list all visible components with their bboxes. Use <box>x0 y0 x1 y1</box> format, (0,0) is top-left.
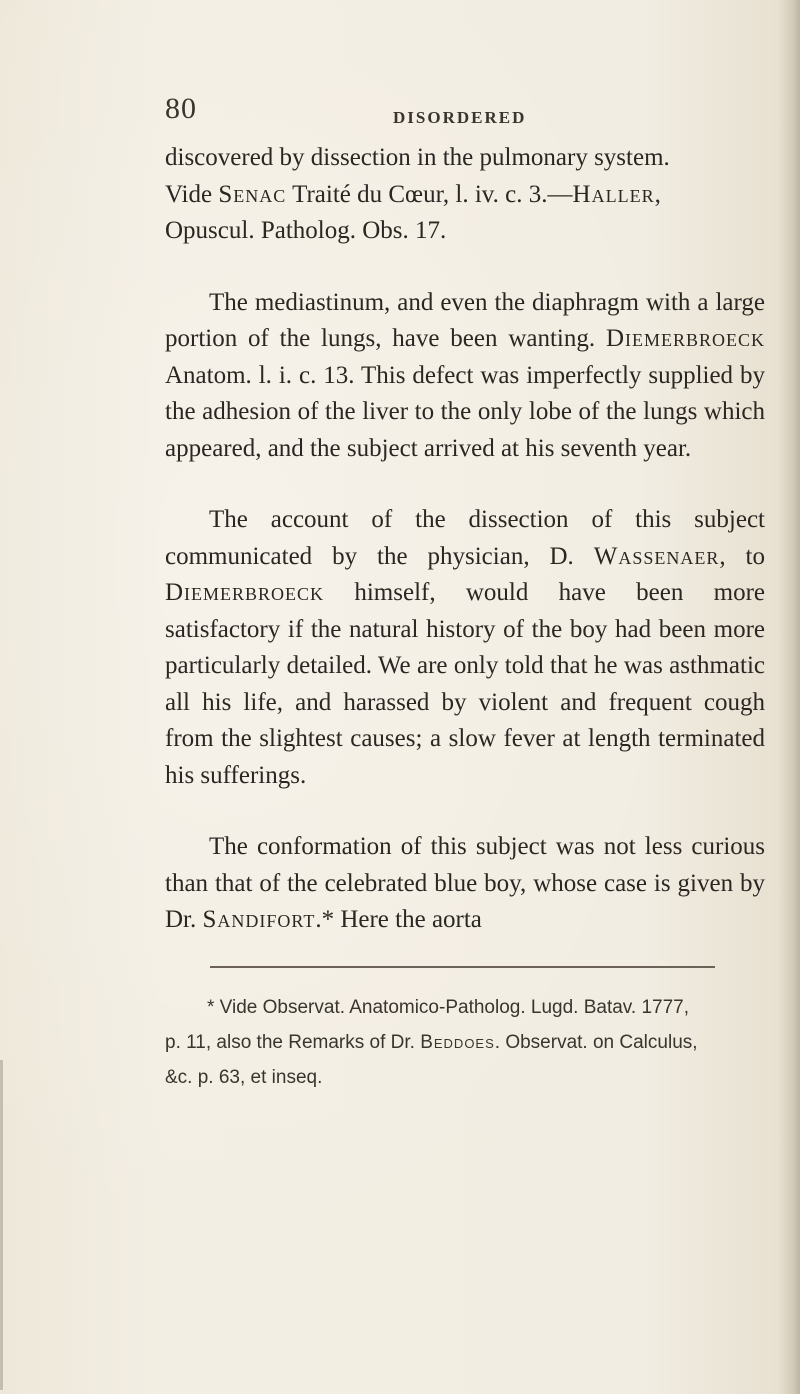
p4-text: .* Here the aorta <box>315 906 482 933</box>
paragraph-1 <box>165 140 765 250</box>
p1-line-1: discovered by dissection in the pulmonary system. <box>165 144 670 171</box>
page-edge-shadow <box>778 0 800 1394</box>
p1-text: , <box>654 180 661 208</box>
p2-text: The mediastinum, and even the diaphragm with a large portion of the lungs, have been wanting. <box>165 288 765 352</box>
fn-text: . Observat. on Calculus, <box>494 1032 698 1053</box>
body-text <box>165 140 765 939</box>
footnote-rule <box>210 966 715 968</box>
author-diemerbroeck: Diemerbroeck <box>605 325 765 352</box>
p2-text: Anatom. l. i. c. 13. This defect was imperfectly supplied by the adhesion of the liver to the only lobe of the lungs which appeared, and the subject arrived at his seventh year. <box>165 361 765 462</box>
p3-text: The account of the dissection of this subject communicated by the physician, D. <box>165 506 765 570</box>
paragraph-4 <box>165 829 765 939</box>
author-diemerbroeck: Diemerbroeck <box>165 579 325 606</box>
author-senac: Senac <box>218 180 287 208</box>
paragraph-2 <box>165 285 765 468</box>
page-binding-mark <box>0 1060 3 1390</box>
footnote-line-1: * Vide Observat. Anatomico-Patholog. Lugd. Batav. 1777, <box>207 997 689 1018</box>
p3-text: , to <box>719 542 766 570</box>
fn-text: p. 11, also the Remarks of Dr. <box>165 1032 421 1053</box>
running-head: DISORDERED <box>393 108 527 127</box>
footnote <box>165 990 765 1095</box>
p1-line-2 <box>165 181 661 208</box>
page-header <box>165 92 785 132</box>
author-wassenaer: Wassenaer <box>593 542 720 570</box>
p3-text: himself, would have been more satisfactory if the natural history of the boy had been more particularly detailed. We are only told that he was asthmatic all his life, and harassed by violent and frequent cough from the slightest causes; a slow fever at length terminated his sufferings. <box>165 579 765 789</box>
paragraph-3 <box>165 502 765 794</box>
p1-text: Traité du Cœur, l. iv. c. 3.— <box>286 180 573 208</box>
author-beddoes: Beddoes <box>420 1032 495 1053</box>
author-haller: Haller <box>572 180 655 208</box>
p1-line-3: Opuscul. Patholog. Obs. 17. <box>165 217 447 244</box>
footnote-line-2 <box>165 1025 765 1060</box>
p1-text: Vide <box>165 180 219 208</box>
page-number: 80 <box>165 92 197 125</box>
footnote-line-3: &c. p. 63, et inseq. <box>165 1067 323 1088</box>
author-sandifort: Sandifort <box>202 906 316 933</box>
p4-text: The conformation of this subject was not less curious than that of the celebrated blue boy, whose case is given by Dr. <box>165 833 765 933</box>
